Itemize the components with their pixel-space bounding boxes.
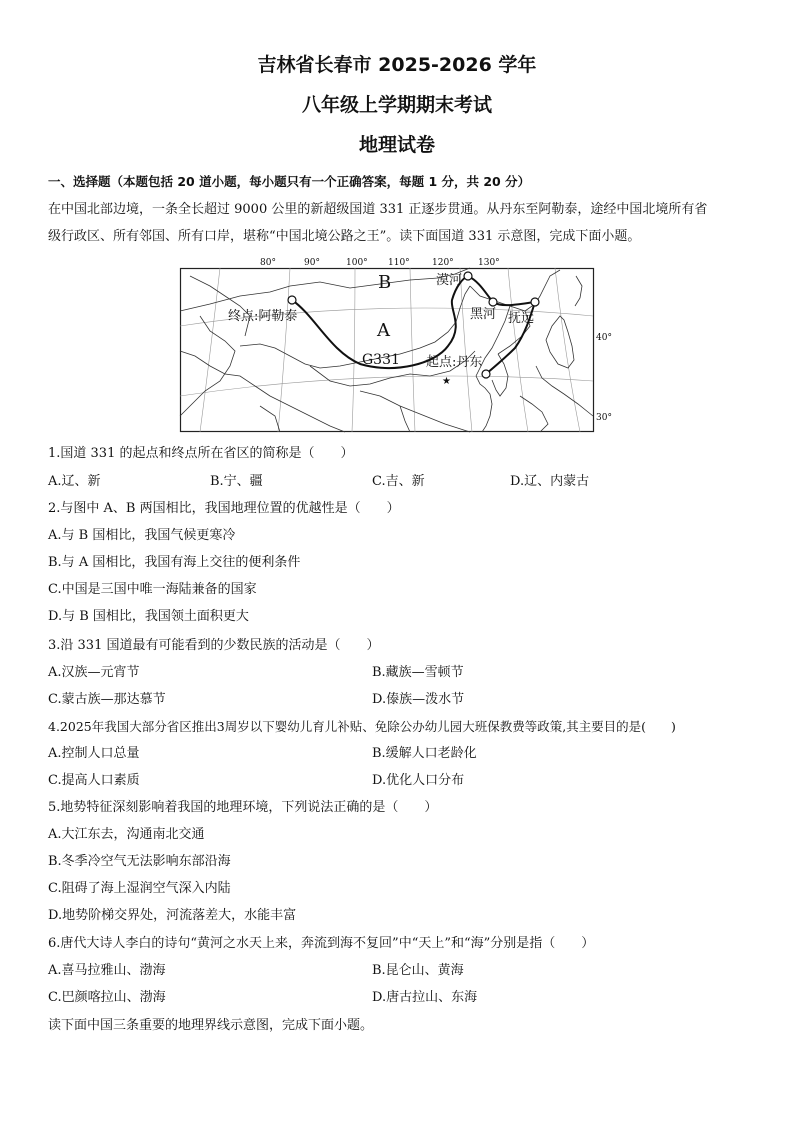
q2-option-b[interactable]: B.与 A 国相比，我国有海上交往的便利条件: [48, 555, 301, 570]
lon-label-110: 110°: [388, 258, 410, 268]
q1-option-c[interactable]: C.吉、新: [372, 474, 425, 489]
q3-option-c[interactable]: C.蒙古族—那达慕节: [48, 692, 166, 707]
q1-option-d[interactable]: D.辽、内蒙古: [510, 474, 590, 489]
q3-option-b[interactable]: B.藏族—雪顿节: [372, 665, 464, 680]
lat-label-30: 30°: [596, 413, 612, 423]
end-node-altay: [288, 296, 296, 304]
exam-title-line1: 吉林省长春市 2025-2026 学年: [257, 54, 537, 76]
q1-option-b[interactable]: B.宁、疆: [210, 474, 263, 489]
q6-option-c[interactable]: C.巴颜喀拉山、渤海: [48, 990, 166, 1005]
q3-option-a[interactable]: A.汉族—元宵节: [48, 665, 140, 680]
route-g331-label: G331: [362, 352, 400, 368]
node-heihe: [489, 298, 497, 306]
q2-option-a[interactable]: A.与 B 国相比，我国气候更寒冷: [48, 528, 236, 543]
country-a-label: A: [377, 320, 390, 341]
q2-stem: 2.与图中 A、B 两国相比，我国地理位置的优越性是（ ）: [48, 501, 400, 516]
q6-option-b[interactable]: B.昆仑山、黄海: [372, 963, 464, 978]
lon-label-80: 80°: [260, 258, 276, 268]
q4-option-d[interactable]: D.优化人口分布: [372, 773, 465, 788]
section-heading: 一、选择题（本题包括 20 道小题，每小题只有一个正确答案，每题 1 分，共 20 分）: [48, 174, 531, 189]
next-question-intro: 读下面中国三条重要的地理界线示意图，完成下面小题。: [48, 1018, 374, 1033]
end-label-altay: 终点:阿勒泰: [228, 309, 298, 324]
country-b-label: B: [378, 272, 392, 293]
exam-title-line3: 地理试卷: [358, 134, 435, 156]
node-mohe: [464, 272, 472, 280]
q2-option-d[interactable]: D.与 B 国相比，我国领土面积更大: [48, 609, 249, 624]
fuyuan-label: 抚远: [508, 311, 535, 326]
node-fuyuan: [531, 298, 539, 306]
lon-label-120: 120°: [432, 258, 454, 268]
intro-line-2: 级行政区、所有邻国、所有口岸，堪称“中国北境公路之王”。读下面国道 331 示意图，完成下面小题。: [48, 229, 641, 244]
q6-option-a[interactable]: A.喜马拉雅山、渤海: [48, 963, 166, 978]
q5-option-a[interactable]: A.大江东去，沟通南北交通: [48, 827, 205, 842]
lon-label-130: 130°: [478, 258, 500, 268]
q5-option-b[interactable]: B.冬季冷空气无法影响东部沿海: [48, 854, 231, 869]
lon-label-100: 100°: [346, 258, 368, 268]
intro-line-1: 在中国北部边境，一条全长超过 9000 公里的新超级国道 331 正逐步贯通。从丹东至阿勒泰，途经中国北境所有省: [48, 202, 708, 217]
start-label-dandong: 起点:丹东: [426, 355, 483, 370]
q5-option-d[interactable]: D.地势阶梯交界处，河流落差大，水能丰富: [48, 908, 297, 923]
g331-route-map: [180, 256, 610, 436]
lon-label-90: 90°: [304, 258, 320, 268]
mohe-label: 漠河: [436, 273, 463, 288]
q3-option-d[interactable]: D.傣族—泼水节: [372, 692, 465, 707]
start-node-dandong: [482, 370, 490, 378]
capital-star-icon: ★: [442, 376, 451, 387]
q6-stem: 6.唐代大诗人李白的诗句“黄河之水天上来，奔流到海不复回”中“天上”和“海”分别是指（ ）: [48, 936, 595, 951]
lat-label-40: 40°: [596, 333, 612, 343]
heihe-label: 黑河: [470, 307, 497, 322]
q5-option-c[interactable]: C.阻碍了海上湿润空气深入内陆: [48, 881, 231, 896]
q3-stem: 3.沿 331 国道最有可能看到的少数民族的活动是（ ）: [48, 638, 380, 653]
q4-option-a[interactable]: A.控制人口总量: [48, 746, 140, 761]
q4-option-b[interactable]: B.缓解人口老龄化: [372, 746, 477, 761]
q4-option-c[interactable]: C.提高人口素质: [48, 773, 140, 788]
q6-option-d[interactable]: D.唐古拉山、东海: [372, 990, 478, 1005]
q5-stem: 5.地势特征深刻影响着我国的地理环境，下列说法正确的是（ ）: [48, 800, 438, 815]
exam-title-line2: 八年级上学期期末考试: [301, 94, 492, 116]
q1-stem: 1.国道 331 的起点和终点所在省区的简称是（ ）: [48, 446, 354, 461]
q2-option-c[interactable]: C.中国是三国中唯一海陆兼备的国家: [48, 582, 257, 597]
q4-stem: 4.2025年我国大部分省区推出3周岁以下婴幼儿育儿补贴、免除公办幼儿园大班保教费等政策,其主要目的是( ): [48, 719, 676, 734]
q1-option-a[interactable]: A.辽、新: [48, 474, 101, 489]
